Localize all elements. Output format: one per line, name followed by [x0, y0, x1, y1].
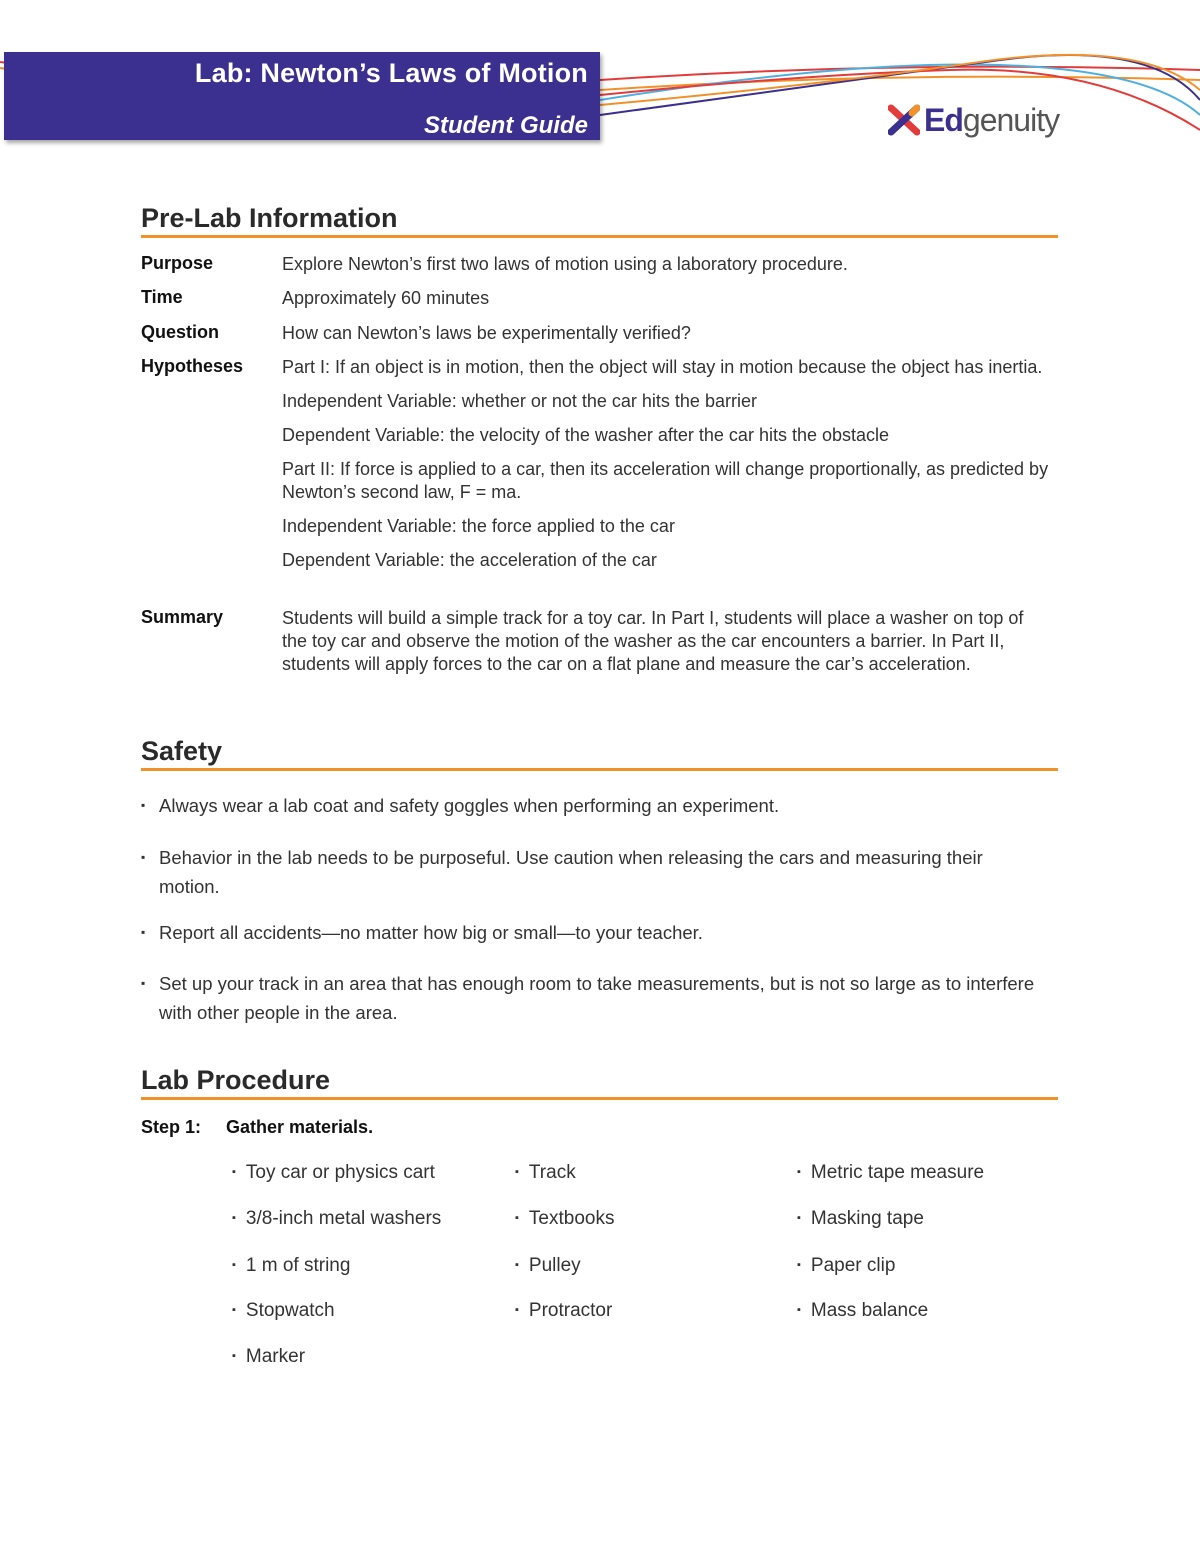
hypothesis-part1-independent: Independent Variable: whether or not the car hits the barrier — [282, 391, 757, 411]
brand-name-ed: Ed — [924, 101, 963, 138]
hypotheses-text — [282, 356, 1052, 572]
prelab-heading: Pre-Lab Information — [141, 203, 1058, 238]
bullet-icon: ▪ — [232, 1350, 236, 1362]
safety-item-text: Behavior in the lab needs to be purposeful. Use caution when releasing the cars and measuring their motion. — [159, 847, 983, 897]
material-item — [797, 1208, 924, 1230]
brand-name-genuity: genuity — [962, 101, 1060, 138]
material-item — [232, 1162, 435, 1184]
time-label: Time — [141, 287, 183, 307]
hypothesis-part1: Part I: If an object is in motion, then the object will stay in motion because the object has inertia. — [282, 357, 1043, 377]
brand-x-icon — [888, 104, 920, 136]
safety-heading: Safety — [141, 736, 1058, 771]
bullet-icon: ▪ — [515, 1166, 519, 1178]
brand-name — [924, 102, 1059, 139]
bullet-icon: ▪ — [232, 1166, 236, 1178]
hypothesis-part1-dependent: Dependent Variable: the velocity of the washer after the car hits the obstacle — [282, 425, 890, 445]
step-1 — [141, 1117, 373, 1138]
bullet-icon: ▪ — [232, 1212, 236, 1224]
bullet-icon: ▪ — [141, 976, 146, 990]
step-1-text: Gather materials. — [226, 1117, 374, 1137]
header-banner — [4, 52, 600, 140]
material-label: Stopwatch — [245, 1300, 335, 1321]
material-label: Metric tape measure — [810, 1162, 985, 1183]
time-text: Approximately 60 minutes — [282, 288, 490, 308]
material-label: Protractor — [528, 1300, 613, 1321]
document-title: Lab: Newton’s Laws of Motion — [194, 58, 588, 88]
procedure-heading: Lab Procedure — [141, 1065, 1058, 1100]
bullet-icon: ▪ — [797, 1166, 801, 1178]
bullet-icon: ▪ — [797, 1259, 801, 1271]
safety-item-text: Report all accidents—no matter how big or small—to your teacher. — [159, 922, 703, 943]
material-item — [797, 1300, 928, 1322]
material-item — [232, 1346, 305, 1368]
material-label: Pulley — [528, 1255, 581, 1276]
document-subtitle: Student Guide — [424, 112, 588, 139]
hypothesis-part2-dependent: Dependent Variable: the acceleration of the car — [282, 550, 657, 570]
material-label: Toy car or physics cart — [245, 1162, 435, 1183]
bullet-icon: ▪ — [515, 1259, 519, 1271]
material-item — [232, 1300, 335, 1322]
material-label: 1 m of string — [245, 1255, 351, 1276]
bullet-icon: ▪ — [232, 1304, 236, 1316]
material-item — [232, 1255, 350, 1277]
safety-item-text: Always wear a lab coat and safety goggles when performing an experiment. — [159, 795, 780, 816]
material-item — [515, 1300, 612, 1322]
safety-item-text: Set up your track in an area that has enough room to take measurements, but is not so large as to interfere with other people in the area. — [159, 973, 1035, 1023]
material-item — [232, 1208, 441, 1230]
bullet-icon: ▪ — [232, 1259, 236, 1271]
material-label: 3/8-inch metal washers — [245, 1208, 442, 1229]
material-item — [797, 1255, 895, 1277]
question-text: How can Newton’s laws be experimentally verified? — [282, 323, 691, 343]
hypothesis-part2-independent: Independent Variable: the force applied to the car — [282, 516, 675, 536]
bullet-icon: ▪ — [141, 850, 146, 864]
purpose-label: Purpose — [141, 253, 214, 273]
step-1-label: Step 1: — [141, 1117, 202, 1137]
material-label: Masking tape — [810, 1208, 924, 1229]
material-item — [515, 1208, 614, 1230]
material-label: Paper clip — [810, 1255, 896, 1276]
material-label: Mass balance — [810, 1300, 929, 1321]
material-item — [515, 1255, 581, 1277]
bullet-icon: ▪ — [141, 925, 146, 939]
material-item — [797, 1162, 984, 1184]
bullet-icon: ▪ — [141, 798, 146, 812]
bullet-icon: ▪ — [797, 1212, 801, 1224]
summary-text: Students will build a simple track for a toy car. In Part I, students will place a washer on top of the toy car and observe the motion of the washer as the car encounters a barrier. In Part II, students will apply forces to the car on a flat plane and measure the car’s acceleration. — [282, 608, 1024, 674]
material-label: Marker — [245, 1346, 306, 1367]
summary-label: Summary — [141, 607, 224, 627]
purpose-text: Explore Newton’s first two laws of motion using a laboratory procedure. — [282, 254, 848, 274]
question-label: Question — [141, 322, 220, 342]
material-item — [515, 1162, 576, 1184]
bullet-icon: ▪ — [797, 1304, 801, 1316]
material-label: Textbooks — [528, 1208, 615, 1229]
hypotheses-label: Hypotheses — [141, 356, 244, 376]
edgenuity-logo — [888, 100, 1059, 140]
hypothesis-part2: Part II: If force is applied to a car, then its acceleration will change proportionally, as predicted by Newton’s second law, F = ma. — [282, 459, 1049, 502]
bullet-icon: ▪ — [515, 1304, 519, 1316]
bullet-icon: ▪ — [515, 1212, 519, 1224]
material-label: Track — [528, 1162, 576, 1183]
